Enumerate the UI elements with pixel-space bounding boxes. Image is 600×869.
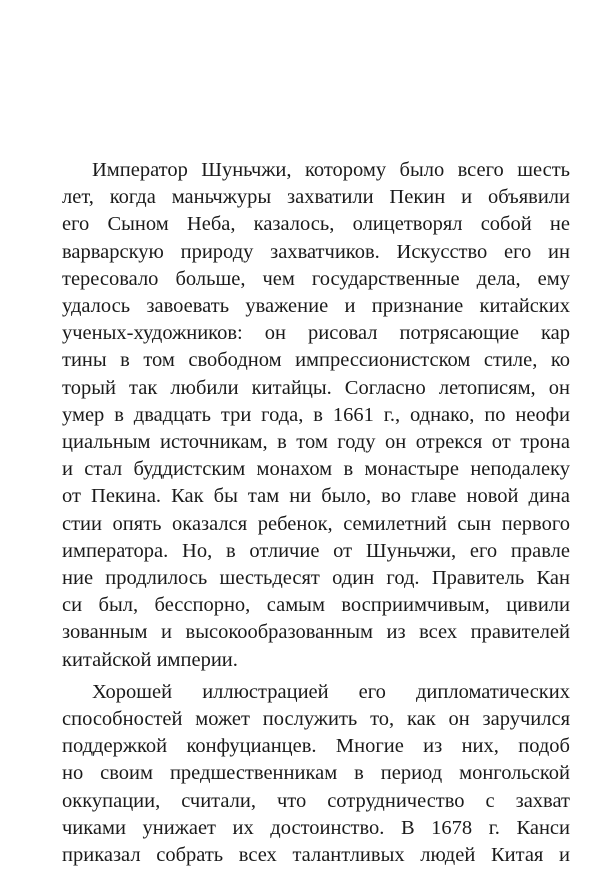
text-line: но своим предшественникам в период монгольской [62,762,570,785]
text-line: поддержкой конфуцианцев. Многие из них, подоб [62,735,570,758]
text-line: императора. Но, в отличие от Шуньчжи, его правле [62,539,570,562]
text-line: циальным источникам, в том году он отрекся от трона [62,431,570,454]
text-line: удалось завоевать уважение и признание китайских [62,295,570,318]
text-line: тересовало больше, чем государственные дела, ему [62,267,570,290]
text-line: от Пекина. Как бы там ни было, во главе новой дина [62,485,570,508]
text-line: ние продлилось шестьдесят один год. Правитель Кан [62,567,570,590]
text-line: его Сыном Неба, казалось, олицетворял собой не [62,213,570,236]
text-line: умер в двадцать три года, в 1661 г., однако, по неофи [62,403,570,426]
text-line: варварскую природу захватчиков. Искусство его ин [62,240,570,263]
text-line: си был, бесспорно, самым восприимчивым, цивили [62,594,570,617]
text-line: способностей может послужить то, как он заручился [62,708,570,731]
text-line: ученых-художников: он рисовал потрясающие кар [62,322,570,345]
text-line: Император Шуньчжи, которому было всего шесть [92,159,570,181]
body-text [62,157,570,869]
paragraph-2 [62,679,570,869]
text-line: и стал буддистским монахом в монастыре неподалеку [62,458,570,481]
text-line: приказал собрать всех талантливых людей Китая и [62,844,570,867]
text-line: зованным и высокообразованным из всех правителей [62,621,570,644]
text-line: китайской империи. [62,648,238,671]
text-line: Хорошей иллюстрацией его дипломатических [92,680,570,703]
text-line: торый так любили китайцы. Согласно летописям, он [62,376,570,399]
text-line: лет, когда маньчжуры захватили Пекин и объявили [62,186,570,209]
text-line: тины в том свободном импрессионистском стиле, ко [62,349,570,372]
text-line: стии опять оказался ребенок, семилетний сын первого [62,512,570,535]
text-line: чиками унижает их достоинство. В 1678 г. Канси [62,816,570,839]
text-line: оккупации, считали, что сотрудничество с захват [62,789,570,812]
paragraph-1 [62,157,570,674]
